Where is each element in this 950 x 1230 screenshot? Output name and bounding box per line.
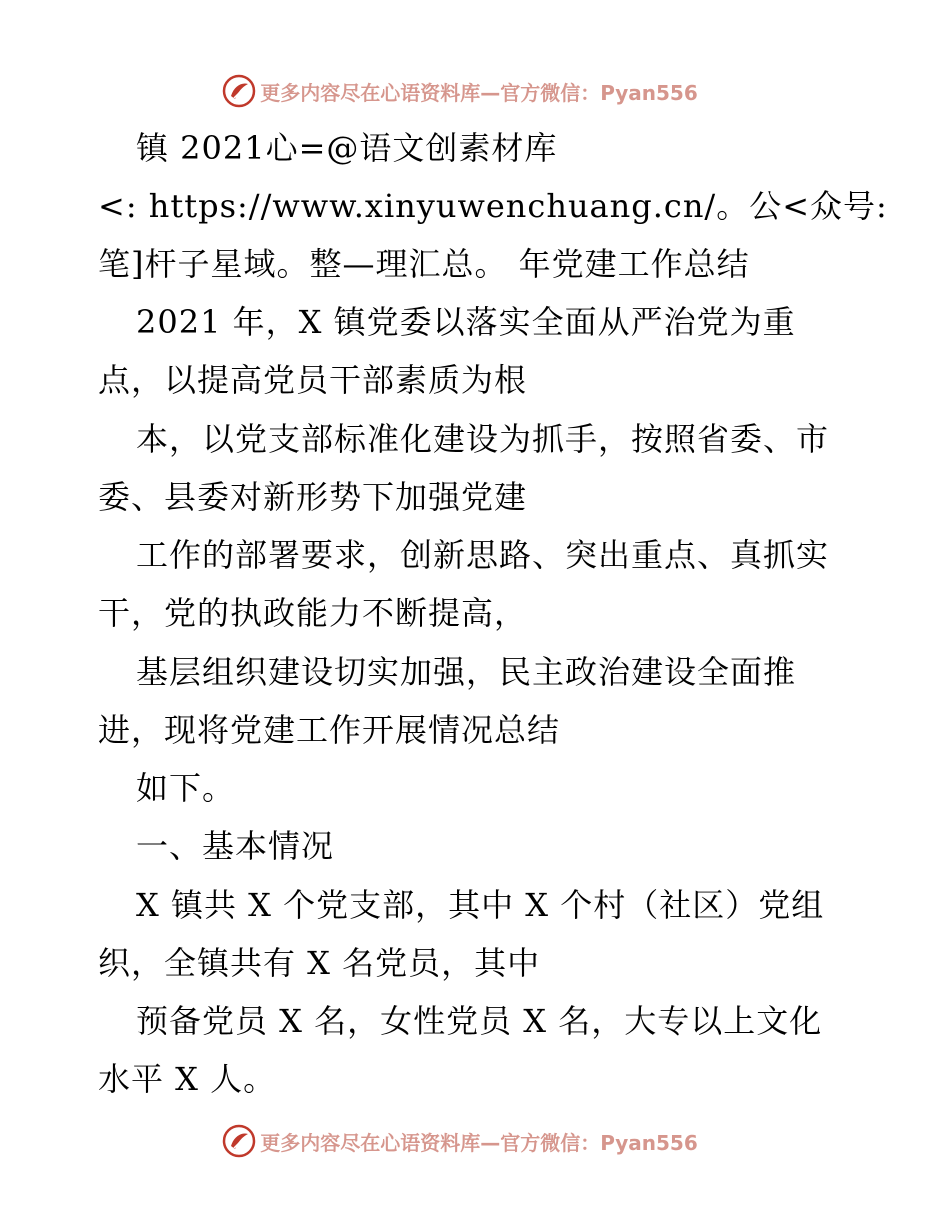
text-line: 点，以提高党员干部素质为根	[98, 361, 528, 399]
text-line: 工作的部署要求，创新思路、突出重点、真抓实	[136, 536, 830, 574]
text-line: 笔]杆子星域。整—理汇总。 年党建工作总结	[98, 245, 750, 283]
text-line: X 镇共 X 个党支部，其中 X 个村（社区）党组	[136, 886, 825, 924]
text-line: <: https://www.xinyuwenchuang.cn/。公<众号:	[98, 187, 888, 225]
watermark-text: 更多内容尽在心语资料库—官方微信：Pyan556	[260, 1130, 698, 1155]
text-line: 委、县委对新形势下加强党建	[98, 478, 528, 516]
text-line: 预备党员 X 名，女性党员 X 名，大专以上文化	[136, 1002, 823, 1040]
watermark-text: 更多内容尽在心语资料库—官方微信：Pyan556	[260, 80, 698, 105]
watermark-logo-icon	[222, 1124, 256, 1158]
text-line: 镇 2021心=@语文创素材库	[136, 129, 558, 167]
text-line: 如下。	[136, 769, 236, 807]
text-line: 织，全镇共有 X 名党员，其中	[98, 944, 541, 982]
watermark-header	[0, 71, 950, 111]
watermark-logo-icon	[222, 74, 256, 108]
text-line: 2021 年，X 镇党委以落实全面从严治党为重	[136, 303, 796, 341]
watermark-footer	[0, 1121, 950, 1161]
text-line: 本，以党支部标准化建设为抓手，按照省委、市	[136, 420, 830, 458]
text-line: 基层组织建设切实加强，民主政治建设全面推	[136, 653, 797, 691]
text-line: 水平 X 人。	[98, 1060, 277, 1098]
text-line: 进，现将党建工作开展情况总结	[98, 711, 561, 749]
text-line: 干，党的执政能力不断提高，	[98, 594, 528, 632]
section-heading: 一、基本情况	[136, 827, 335, 865]
